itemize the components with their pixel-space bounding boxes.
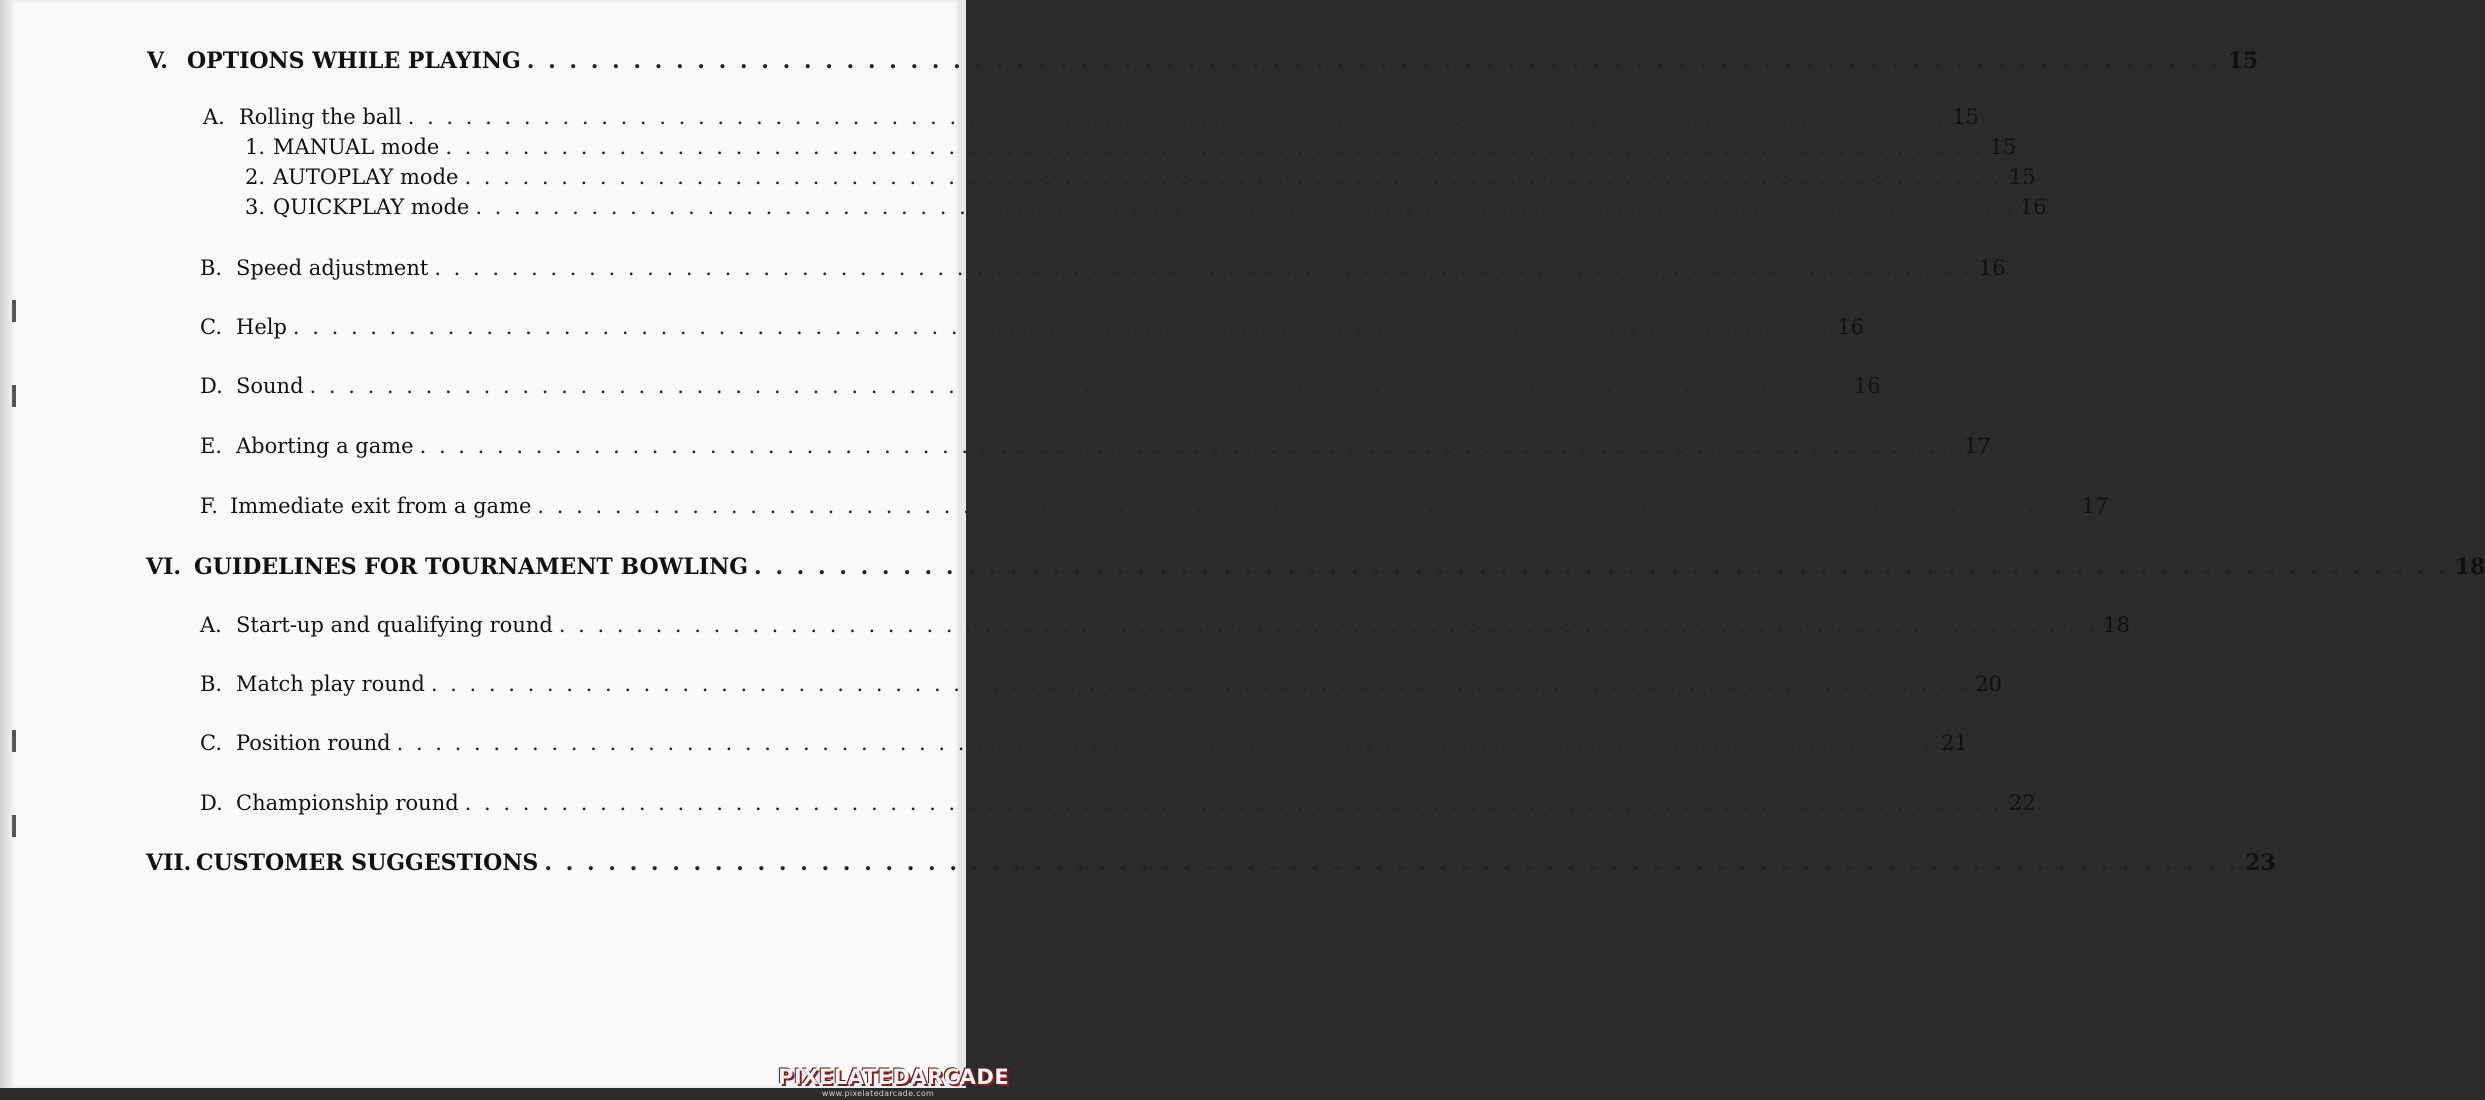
toc-page-number: 16 <box>1853 374 1881 398</box>
toc-number: B. <box>200 672 223 696</box>
toc-entry-5a2 <box>245 165 2036 189</box>
toc-leader-dots <box>464 165 2002 189</box>
watermark-brand: PIXELATEDARCADE <box>778 1065 1010 1089</box>
watermark-url: www.pixelatedarcade.com <box>821 1089 935 1098</box>
staple <box>12 730 16 752</box>
toc-leader-dots <box>397 731 1935 755</box>
toc-leader-dots <box>754 554 2449 580</box>
toc-page-number: 16 <box>2019 195 2047 219</box>
toc-leader-dots <box>475 195 2013 219</box>
toc-entry-6a <box>200 613 2130 637</box>
toc-label: CUSTOMER SUGGESTIONS <box>196 850 539 876</box>
toc-entry-6b <box>200 672 2002 696</box>
toc-leader-dots <box>408 105 1946 129</box>
toc-leader-dots <box>527 48 2222 74</box>
toc-entry-6c <box>200 731 1968 755</box>
toc-entry-5e <box>200 434 1991 458</box>
toc-page-number: 16 <box>1837 315 1865 339</box>
toc-leader-dots <box>434 256 1972 280</box>
toc-page-number: 15 <box>2008 165 2036 189</box>
toc-leader-dots <box>293 315 1831 339</box>
toc-number: D. <box>200 374 223 398</box>
toc-number: 1. <box>245 135 266 159</box>
toc-number: V. <box>147 48 168 74</box>
toc-label: MANUAL mode <box>273 135 440 159</box>
toc-label: OPTIONS WHILE PLAYING <box>187 48 521 74</box>
toc-entry-5a3 <box>245 195 2047 219</box>
toc-label: Match play round <box>236 672 425 696</box>
toc-label: GUIDELINES FOR TOURNAMENT BOWLING <box>194 554 748 580</box>
toc-leader-dots <box>544 850 2239 876</box>
toc-page-number: 15 <box>1952 105 1979 129</box>
page-spine <box>0 0 14 1088</box>
toc-entry-section-6 <box>146 554 2485 580</box>
toc-label: Start-up and qualifying round <box>236 613 553 637</box>
toc-label: Championship round <box>236 791 459 815</box>
toc-label: Immediate exit from a game <box>230 494 532 518</box>
toc-number: 3. <box>245 195 266 219</box>
staple <box>12 300 16 322</box>
site-watermark <box>778 1065 1010 1098</box>
staple <box>12 815 16 837</box>
toc-leader-dots <box>537 494 2075 518</box>
toc-entry-5a1 <box>245 135 2017 159</box>
toc-leader-dots <box>465 791 2003 815</box>
toc-label: Speed adjustment <box>236 256 429 280</box>
toc-page-number: 23 <box>2245 850 2276 876</box>
toc-entry-5a <box>203 105 1979 129</box>
toc-label: Position round <box>236 731 391 755</box>
toc-entry-5c <box>200 315 1865 339</box>
toc-label: QUICKPLAY mode <box>273 195 470 219</box>
toc-number: VI. <box>146 554 182 580</box>
staple <box>12 385 16 407</box>
toc-leader-dots <box>431 672 1969 696</box>
toc-page-number: 22 <box>2009 791 2036 815</box>
toc-entry-5d <box>200 374 1881 398</box>
toc-entry-5b <box>200 256 2006 280</box>
toc-page-number: 17 <box>1963 434 1991 458</box>
toc-page-number: 17 <box>2081 494 2109 518</box>
toc-label: Sound <box>236 374 304 398</box>
toc-label: Rolling the ball <box>239 105 402 129</box>
toc-entry-5f <box>200 494 2109 518</box>
toc-leader-dots <box>559 613 2097 637</box>
toc-page-number: 20 <box>1975 672 2002 696</box>
toc-number: E. <box>200 434 223 458</box>
toc-entry-section-5 <box>147 48 2259 74</box>
toc-number: D. <box>200 791 223 815</box>
toc-number: A. <box>200 613 222 637</box>
toc-label: Aborting a game <box>236 434 414 458</box>
toc-page-number: 21 <box>1940 731 1968 755</box>
toc-number: 2. <box>245 165 266 189</box>
toc-page-number: 18 <box>2454 554 2485 580</box>
toc-page-number: 15 <box>2227 48 2259 74</box>
toc-number: C. <box>200 315 222 339</box>
toc-number: B. <box>200 256 223 280</box>
toc-number: F. <box>200 494 218 518</box>
toc-entry-6d <box>200 791 2036 815</box>
toc-number: A. <box>203 105 225 129</box>
toc-label: Help <box>236 315 287 339</box>
toc-page-number: 16 <box>1978 256 2006 280</box>
toc-leader-dots <box>420 434 1958 458</box>
toc-number: C. <box>200 731 222 755</box>
toc-page-number: 18 <box>2103 613 2130 637</box>
toc-page-number: 15 <box>1989 135 2017 159</box>
toc-entry-section-7 <box>146 850 2276 876</box>
toc-label: AUTOPLAY mode <box>273 165 459 189</box>
toc-leader-dots <box>310 374 1848 398</box>
toc-number: VII. <box>146 850 192 876</box>
toc-leader-dots <box>445 135 1983 159</box>
